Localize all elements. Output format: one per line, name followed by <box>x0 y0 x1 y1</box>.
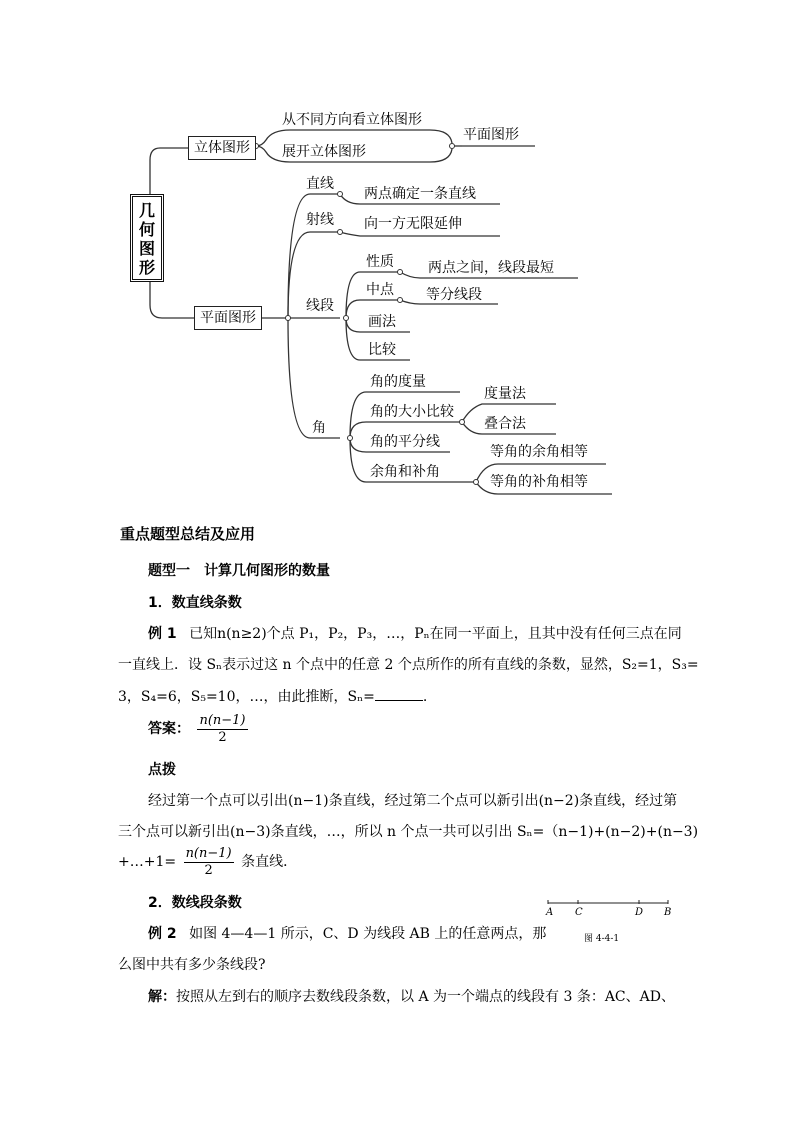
answer-blank <box>375 686 423 701</box>
ex1-line1 <box>148 624 682 644</box>
solid-branch-1: 从不同方向看立体图形 <box>282 112 422 128</box>
solution-text: 按照从左到右的顺序去数线段条数，以 A 为一个端点的线段有 3 条：AC、AD、 <box>176 989 675 1005</box>
segment-label: 线段 <box>306 298 334 314</box>
hint-label: 点拨 <box>148 762 176 778</box>
answer-row <box>148 710 251 748</box>
hint-line3 <box>118 843 297 881</box>
answer-denominator: 2 <box>218 729 227 745</box>
ex1-label: 例 1 <box>148 626 177 642</box>
ex1-text-1: 已知n(n≥2)个点 P₁，P₂，P₃，…，Pₙ在同一平面上，且其中没有任何三点在同 <box>189 626 682 642</box>
solid-result: 平面图形 <box>463 127 519 143</box>
angle-supp-rule: 等角的补角相等 <box>490 474 588 490</box>
segment-item-midpoint: 中点 <box>366 282 394 298</box>
ex2-text-1: 如图 4—4—1 所示，C、D 为线段 AB 上的任意两点，那 <box>189 926 547 942</box>
line-detail: 两点确定一条直线 <box>364 186 476 202</box>
plane-shapes-label: 平面图形 <box>200 310 256 326</box>
ray-label: 射线 <box>306 212 334 228</box>
ex1-line2: 一直线上．设 Sₙ表示过这 n 个点中的任意 2 个点所作的所有直线的条数，显然，S₂=1，S₃= <box>118 657 699 673</box>
ray-detail: 向一方无限延伸 <box>364 216 462 232</box>
sub1-title: 1．数直线条数 <box>148 595 242 611</box>
ex1-text-3: 3，S₄=6，S₅=10，…，由此推断，Sₙ= <box>118 689 375 705</box>
angle-method-overlap: 叠合法 <box>484 416 526 432</box>
solid-shapes-label: 立体图形 <box>194 140 250 156</box>
point-b-label: B <box>664 907 672 918</box>
segment-figure-line <box>540 895 680 915</box>
hint-line3-pre: +…+1= <box>118 854 177 870</box>
angle-item-comp-supp: 余角和补角 <box>370 464 440 480</box>
segment-item-drawing: 画法 <box>368 314 396 330</box>
answer-numerator: n(n−1) <box>199 712 246 728</box>
root-node <box>130 194 164 282</box>
line-label: 直线 <box>306 176 334 192</box>
sub2-title: 2．数线段条数 <box>148 895 242 911</box>
ex2-label: 例 2 <box>148 926 177 942</box>
angle-comp-rule: 等角的余角相等 <box>490 444 588 460</box>
hint-line1: 经过第一个点可以引出(n−1)条直线，经过第二个点可以新引出(n−2)条直线，经过第 <box>148 793 678 809</box>
segment-item-compare: 比较 <box>368 342 396 358</box>
point-a-label: A <box>546 907 554 918</box>
segment-item-property: 性质 <box>366 254 394 270</box>
mind-map <box>0 0 794 510</box>
angle-item-bisector: 角的平分线 <box>370 434 440 450</box>
hint-numerator: n(n−1) <box>185 845 232 861</box>
segment-property-detail: 两点之间，线段最短 <box>428 260 554 276</box>
angle-method-measure: 度量法 <box>484 386 526 402</box>
angle-label: 角 <box>312 420 326 436</box>
solid-branch-2: 展开立体图形 <box>282 144 366 160</box>
ex2-solution <box>148 987 675 1007</box>
answer-fraction <box>197 713 247 746</box>
hint-line2: 三个点可以新引出(n−3)条直线，…，所以 n 个点一共可以引出 Sₙ=（n−1)+(n−2)+(n−3) <box>118 824 699 840</box>
ex1-line3: 3，S₄=6，S₅=10，…，由此推断，Sₙ= . <box>118 686 427 707</box>
angle-item-compare: 角的大小比较 <box>370 404 454 420</box>
figure-caption: 图 4-4-1 <box>584 934 620 944</box>
ex2-line1 <box>148 924 546 944</box>
hint-line3-post: 条直线． <box>241 854 298 870</box>
solid-shapes-node <box>188 136 256 160</box>
hint-fraction <box>184 846 234 879</box>
answer-label: 答案： <box>148 721 190 737</box>
segment-midpoint-detail: 等分线段 <box>426 287 482 303</box>
type1-title: 题型一 计算几何图形的数量 <box>148 563 330 579</box>
plane-shapes-node <box>194 306 262 330</box>
point-c-label: C <box>575 907 583 918</box>
point-d-label: D <box>635 907 644 918</box>
angle-item-measure: 角的度量 <box>370 374 426 390</box>
solution-label: 解： <box>148 989 176 1005</box>
root-label: 几何图形 <box>138 201 155 277</box>
segment-figure <box>540 895 680 945</box>
hint-denominator: 2 <box>204 862 213 878</box>
ex2-line2: 么图中共有多少条线段? <box>118 957 266 973</box>
section-title: 重点题型总结及应用 <box>120 525 256 543</box>
